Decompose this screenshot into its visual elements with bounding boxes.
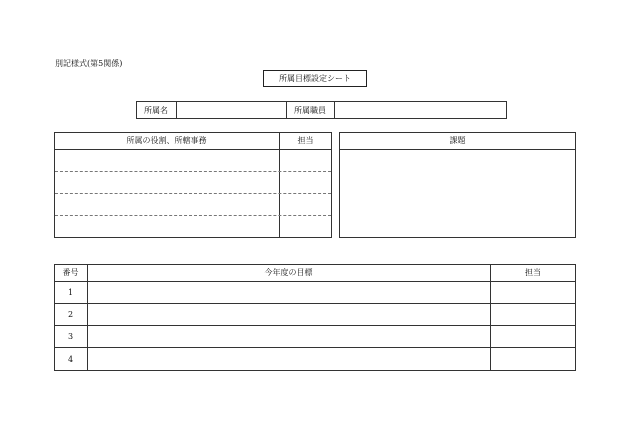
- roles-cell[interactable]: [56, 195, 277, 214]
- roles-cell[interactable]: [56, 173, 277, 192]
- divider: [339, 149, 576, 150]
- form-title: 所属目標設定シート: [263, 70, 367, 87]
- goals-goal-header: 今年度の目標: [264, 268, 313, 277]
- divider: [55, 171, 331, 172]
- goals-no-header: 番号: [62, 268, 79, 277]
- divider: [54, 281, 576, 282]
- roles-charge-header: 担当: [297, 136, 314, 145]
- divider: [54, 325, 576, 326]
- goal-number: 3: [67, 331, 74, 341]
- divider: [55, 215, 331, 216]
- goal-cell[interactable]: [89, 305, 488, 324]
- roles-header: 所属の役割、所轄事務: [126, 136, 207, 145]
- divider: [54, 303, 576, 304]
- staff-label: 所属職員: [294, 105, 326, 115]
- issues-body[interactable]: [341, 151, 574, 236]
- goal-charge-cell[interactable]: [492, 349, 574, 369]
- roles-cell[interactable]: [56, 217, 277, 236]
- roles-cell[interactable]: [56, 151, 277, 170]
- goal-cell[interactable]: [89, 349, 488, 369]
- divider: [54, 149, 332, 150]
- divider: [55, 193, 331, 194]
- goal-number: 1: [67, 287, 74, 297]
- goal-charge-cell[interactable]: [492, 305, 574, 324]
- goals-charge-header: 担当: [525, 268, 541, 277]
- issues-header: 課題: [449, 136, 466, 145]
- goal-number: 4: [67, 354, 74, 364]
- goal-charge-cell[interactable]: [492, 283, 574, 302]
- affiliation-value-field[interactable]: [177, 102, 286, 118]
- goal-cell[interactable]: [89, 327, 488, 346]
- goal-charge-cell[interactable]: [492, 327, 574, 346]
- affiliation-label: 所属名: [144, 105, 168, 115]
- divider: [279, 132, 280, 238]
- staff-value-field[interactable]: [335, 102, 506, 118]
- goal-number: 2: [67, 309, 74, 319]
- divider: [54, 347, 576, 348]
- form-note: 別記様式(第5関係): [55, 59, 123, 68]
- goal-cell[interactable]: [89, 283, 488, 302]
